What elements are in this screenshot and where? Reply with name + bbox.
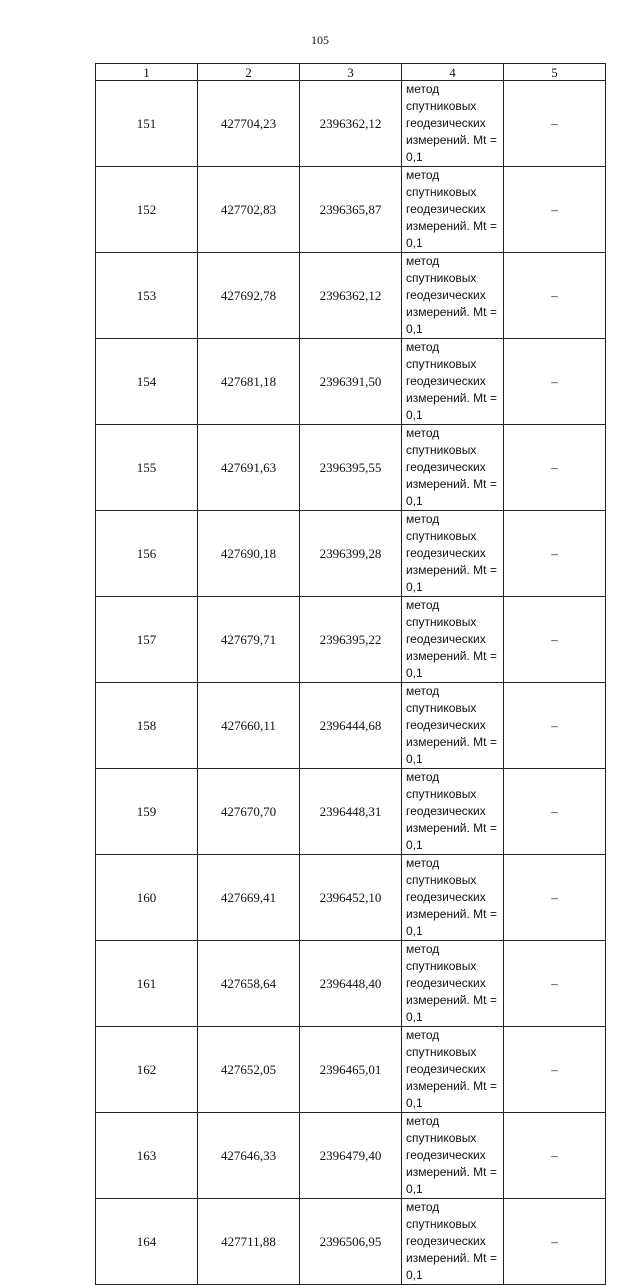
table-row [96,253,606,339]
method-cell: метод спутниковых геодезических измерений. Mt = 0,1 [402,769,504,855]
point-number-cell: 155 [96,425,198,511]
x-coordinate-cell: 427681,18 [198,339,300,425]
point-number-cell: 163 [96,1113,198,1199]
y-coordinate-cell: 2396395,22 [300,597,402,683]
table-row [96,683,606,769]
y-coordinate-cell: 2396399,28 [300,511,402,597]
point-number-cell: 157 [96,597,198,683]
point-number-cell: 164 [96,1199,198,1285]
method-cell: метод спутниковых геодезических измерений. Mt = 0,1 [402,855,504,941]
table-row [96,1027,606,1113]
method-cell: метод спутниковых геодезических измерений. Mt = 0,1 [402,1027,504,1113]
y-coordinate-cell: 2396506,95 [300,1199,402,1285]
point-number-cell: 152 [96,167,198,253]
y-coordinate-cell: 2396362,12 [300,253,402,339]
coordinates-table [95,63,606,1285]
table-header-row [96,64,606,81]
note-cell: – [504,253,606,339]
note-cell: – [504,167,606,253]
x-coordinate-cell: 427669,41 [198,855,300,941]
method-cell: метод спутниковых геодезических измерений. Mt = 0,1 [402,597,504,683]
x-coordinate-cell: 427670,70 [198,769,300,855]
x-coordinate-cell: 427702,83 [198,167,300,253]
y-coordinate-cell: 2396362,12 [300,81,402,167]
note-cell: – [504,769,606,855]
table-row [96,167,606,253]
y-coordinate-cell: 2396452,10 [300,855,402,941]
table-row [96,1113,606,1199]
note-cell: – [504,1027,606,1113]
y-coordinate-cell: 2396395,55 [300,425,402,511]
note-cell: – [504,81,606,167]
y-coordinate-cell: 2396448,31 [300,769,402,855]
table-row [96,81,606,167]
note-cell: – [504,855,606,941]
table-row [96,855,606,941]
x-coordinate-cell: 427691,63 [198,425,300,511]
y-coordinate-cell: 2396479,40 [300,1113,402,1199]
method-cell: метод спутниковых геодезических измерений. Mt = 0,1 [402,683,504,769]
point-number-cell: 154 [96,339,198,425]
note-cell: – [504,339,606,425]
x-coordinate-cell: 427660,11 [198,683,300,769]
x-coordinate-cell: 427658,64 [198,941,300,1027]
method-cell: метод спутниковых геодезических измерений. Mt = 0,1 [402,167,504,253]
table-row [96,425,606,511]
note-cell: – [504,597,606,683]
method-cell: метод спутниковых геодезических измерений. Mt = 0,1 [402,253,504,339]
method-cell: метод спутниковых геодезических измерений. Mt = 0,1 [402,81,504,167]
table-row [96,597,606,683]
table-row [96,941,606,1027]
note-cell: – [504,1113,606,1199]
method-cell: метод спутниковых геодезических измерений. Mt = 0,1 [402,1199,504,1285]
table-row [96,511,606,597]
method-cell: метод спутниковых геодезических измерений. Mt = 0,1 [402,511,504,597]
y-coordinate-cell: 2396444,68 [300,683,402,769]
point-number-cell: 161 [96,941,198,1027]
note-cell: – [504,683,606,769]
method-cell: метод спутниковых геодезических измерений. Mt = 0,1 [402,941,504,1027]
y-coordinate-cell: 2396365,87 [300,167,402,253]
point-number-cell: 159 [96,769,198,855]
x-coordinate-cell: 427704,23 [198,81,300,167]
x-coordinate-cell: 427652,05 [198,1027,300,1113]
table-row [96,1199,606,1285]
note-cell: – [504,511,606,597]
table-row [96,339,606,425]
page-number: 105 [311,33,329,47]
note-cell: – [504,941,606,1027]
note-cell: – [504,425,606,511]
point-number-cell: 160 [96,855,198,941]
y-coordinate-cell: 2396391,50 [300,339,402,425]
y-coordinate-cell: 2396448,40 [300,941,402,1027]
method-cell: метод спутниковых геодезических измерений. Mt = 0,1 [402,425,504,511]
column-header-2: 2 [198,64,300,81]
x-coordinate-cell: 427679,71 [198,597,300,683]
point-number-cell: 151 [96,81,198,167]
x-coordinate-cell: 427690,18 [198,511,300,597]
x-coordinate-cell: 427711,88 [198,1199,300,1285]
column-header-1: 1 [96,64,198,81]
note-cell: – [504,1199,606,1285]
x-coordinate-cell: 427646,33 [198,1113,300,1199]
column-header-5: 5 [504,64,606,81]
point-number-cell: 162 [96,1027,198,1113]
y-coordinate-cell: 2396465,01 [300,1027,402,1113]
point-number-cell: 158 [96,683,198,769]
column-header-4: 4 [402,64,504,81]
method-cell: метод спутниковых геодезических измерений. Mt = 0,1 [402,339,504,425]
x-coordinate-cell: 427692,78 [198,253,300,339]
point-number-cell: 153 [96,253,198,339]
table-body [96,81,606,1285]
method-cell: метод спутниковых геодезических измерений. Mt = 0,1 [402,1113,504,1199]
table-row [96,769,606,855]
column-header-3: 3 [300,64,402,81]
point-number-cell: 156 [96,511,198,597]
